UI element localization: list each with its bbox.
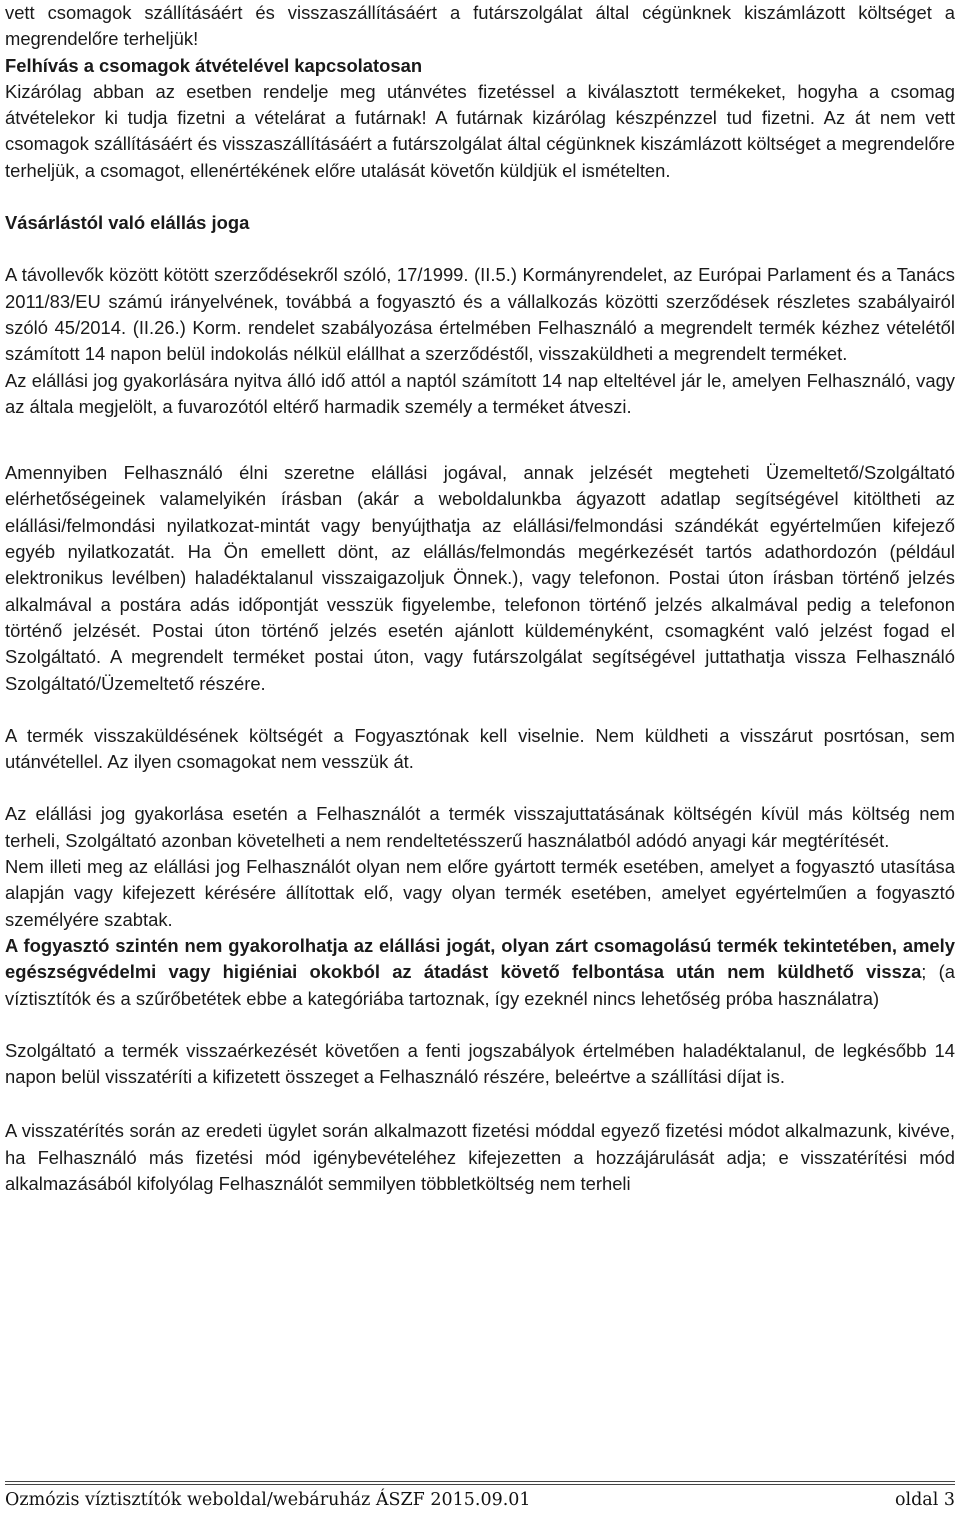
footer-divider-thin (5, 1484, 955, 1485)
paragraph-cod-payment: Kizárólag abban az esetben rendelje meg utánvétes fizetéssel a kiválasztott termékeket, hogyha a csomag átvételekor ki tudja fizetni a vételárat a futárnak! A futárnak kizárólag készpénzzel tud fizetni. Az át nem vett csomagok szállításáért és visszaszállításáért a futárszolgálat által cégünknek kiszámlázott költséget a megrendelőre terheljük, a csomagot, ellenértékének előre utalását követőn küldjük el ismételten. (5, 80, 955, 181)
spacer (5, 697, 955, 723)
heading-package-notice: Felhívás a csomagok átvételével kapcsolatosan (5, 54, 423, 76)
spacer (5, 775, 955, 801)
paragraph-refund-method: A visszatérítés során az eredeti ügylet során alkalmazott fizetési móddal egyező fizetési módot alkalmazunk, kivéve, ha Felhasználó más fizetési mód igénybevételéhez kifejezetten a hozzájárulását adja; e visszatérítési mód alkalmazásából kifolyólag Felhasználót semmilyen többletköltség nem terheli (5, 1120, 955, 1194)
paragraph-legal-basis: A távollevők között kötött szerződésekről szóló, 17/1999. (II.5.) Kormányrendelet, az Európai Parlament és a Tanács 2011/83/EU számú irányelvének, továbbá a fogyasztó és a vállalkozás közötti szerződések részletes szabályairól szóló 45/2014. (II.26.) Korm. rendelet szabályozása értelmében Felhasználó a megrendelt termék kézhez vételétől számított 14 napon belül indokolás nélkül elállhat a szerződéstől, visszaküldheti a megrendelt terméket. (5, 264, 955, 365)
paragraph-withdrawal-procedure: Amennyiben Felhasználó élni szeretne elállási jogával, annak jelzését megteheti Üzemeltető/Szolgáltató elérhetőségeinek valamelyikén írásban (akár a weboldalunkba ágyazott adatlap segítségével kitöltheti az elállási/felmondási nyilatkozat-mintát vagy benyújthatja az elállási/felmondási szándékát egyértelműen kifejező egyéb nyilatkozatát. Ha Ön emellett dönt, az elállás/felmondás megérkezését tartós adathordozón (például elektronikus levélben) haladéktalanul visszaigazoljuk Önnek.), vagy telefonon. Postai úton írásban történő jelzés alkalmával a postára adás időpontját vesszük figyelembe, telefonon történő jelzés alkalmával pedig a telefonon történő jelzését. Postai úton történő jelzés esetén ajánlott küldeményként, csomagként való jelzést fogad el Szolgáltató. A megrendelt terméket postai úton, vagy futárszolgálat segítségével juttathatja vissza Felhasználó Szolgáltató/Üzemeltető részére. (5, 462, 955, 694)
paragraph-no-extra-cost: Az elállási jog gyakorlása esetén a Felhasználót a termék visszajuttatásának költségén kívül más költség nem terheli, Szolgáltató azonban követelheti a nem rendeltetésszerű használatból adódó anyagi kár megtérítését. (5, 803, 955, 851)
sealed-products-note: ; (a víztisztítók és a szűrőbetétek ebbe a kategóriába tartoznak, így ezeknél nincs lehetőség próba használatra) (5, 961, 955, 1009)
sealed-products-bold: A fogyasztó szintén nem gyakorolhatja az elállási jogát, olyan zárt csomagolású termék tekintetében, amely egészségvédelmi vagy higiéniai okokból az átadást követő felbontása után nem küldhető vissza (5, 934, 955, 983)
heading-withdrawal-right: Vásárlástól való elállás joga (5, 212, 250, 234)
spacer (5, 184, 955, 210)
paragraph-return-cost: A termék visszaküldésének költségét a Fogyasztónak kell viselnie. Nem küldheti a visszárut posrtósan, sem utánvétellel. Az ilyen csomagokat nem vesszük át. (5, 724, 955, 773)
page-footer (5, 1489, 955, 1511)
spacer (5, 1090, 955, 1118)
paragraph-refund-deadline: Szolgáltató a termék visszaérkezését követően a fenti jogszabályok értelmében haladéktalanul, de legkésőbb 14 napon belül visszatéríti a kifizetett összeget a Felhasználó részére, beleértve a szállítási díjat is. (5, 1039, 955, 1088)
page-number: oldal 3 (894, 1490, 955, 1510)
paragraph-withdrawal-deadline: Az elállási jog gyakorlására nyitva álló idő attól a naptól számított 14 nap elteltével jár le, amelyen Felhasználó, vagy az általa megjelölt, a fuvarozótól eltérő harmadik személy a terméket átveszi. (5, 369, 955, 417)
spacer (5, 236, 955, 262)
paragraph-sealed-products (5, 933, 955, 1012)
spacer (5, 420, 955, 460)
footer-title: Ozmózis víztisztítók weboldal/webáruház ÁSZF 2015.09.01 (5, 1490, 531, 1510)
spacer (5, 1012, 955, 1038)
document-page (5, 0, 955, 1197)
paragraph-custom-products: Nem illeti meg az elállási jog Felhasználót olyan nem előre gyártott termék esetében, amelyet a fogyasztó utasítása alapján vagy kifejezett kérésére állítottak elő, vagy olyan termék esetében, amelyet egyértelműen a fogyasztó személyére szabtak. (5, 856, 955, 930)
paragraph-delivery-cost: vett csomagok szállításáért és visszaszállításáért a futárszolgálat által cégünknek kiszámlázott költséget a megrendelőre terheljük! (5, 2, 955, 50)
footer-divider (5, 1481, 955, 1482)
